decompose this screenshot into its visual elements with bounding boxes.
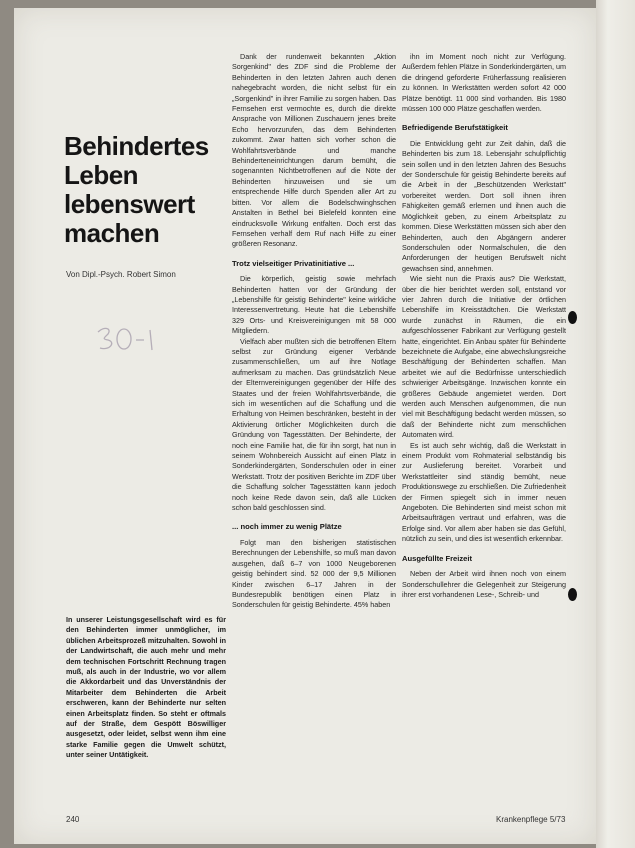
title-line: lebenswert — [64, 189, 195, 219]
paragraph: ihn im Moment noch nicht zur Verfügung. Außerdem fehlen Plätze in Sonderkindergärten, um die dringend geforderte Früherfassung realisieren zu können. In Werkstätten werden sofort 42 000 Plätze benötigt. 11 000 sind vorhanden. Bis 1980 müssen 100 000 Plätze geschaffen werden. — [402, 52, 566, 114]
paragraph: Dank der rundenweit bekannten „Aktion Sorgenkind" des ZDF sind die Probleme der Behinderten in den letzten Jahren auch denen nahegebracht worden, die nicht selbst für ein „Sorgenkind" in ihrer Familie zu sorgen haben. Das Fernsehen erst vermochte es, durch die direkte Ansprache von Millionen Zuschauern jenes breite Echo hervorzurufen, das dem Behinderten zukommt. Zwar hatten sich vorher schon die Wohlfahrtsverbände und manche Behinderteneinrichtungen darum bemüht, die sogenannten Nichtbetroffenen auf die Nöte der Behinderten hinzuweisen und sie um entsprechende Hilfe durch Spenden aller Art zu bitten. Vor allem die Bodelschwinghschen Anstalten in Bethel bei Bielefeld konnten eine eindrucksvolle Wirkung entfalten. Doch erst das Fernsehen verhalf dem Ruf nach Hilfe zu einer größeren Resonanz. — [232, 52, 396, 249]
paragraph: Die körperlich, geistig sowie mehrfach Behinderten hatten vor der Gründung der „Lebenshilfe für geistig Behinderte" keine wirkliche Interessenvertretung. Heute hat die Lebenshilfe 329 Orts- und Kreisvereinigungen mit 58 000 Mitgliedern. — [232, 274, 396, 336]
punch-hole — [568, 311, 577, 324]
paragraph: Wie sieht nun die Praxis aus? Die Werkstatt, über die hier berichtet werden soll, entstand vor vier Jahren durch die Initiative der örtlichen Lebenshilfe im Kreisstädtchen. Die Werkstatt wurde zunächst in Räumen, die ein aufgeschlossener Fabrikant zur Verfügung gestellt hatte, eingerichtet. Ein Anbau später für Behinderte bezeichnete die Aufgabe, eine abwechslungsreiche Beschäftigung der Behinderten schaffen. Man arbeitet wie auf die Bedürfnisse unterschiedlich schwieriger Arbeitsgänge. Inzwischen konnte ein größeres Gebäude angemietet werden. Dort werden auch Menschen aufgenommen, die nun viel mit Beschäftigung bedacht werden müssen, so daß der Behinderte nicht zum menschlichen Automaten wird. — [402, 274, 566, 440]
title-line: machen — [64, 218, 160, 248]
handwritten-note — [94, 324, 164, 354]
journal-reference: Krankenpflege 5/73 — [496, 815, 566, 824]
article-title — [64, 132, 234, 248]
section-heading: ... noch immer zu wenig Plätze — [232, 522, 342, 532]
section-heading: Befriedigende Berufstätigkeit — [402, 123, 508, 133]
section-heading: Trotz vielseitiger Privatinitiative ... — [232, 258, 355, 268]
punch-hole — [568, 588, 577, 601]
title-line: Leben — [64, 160, 139, 190]
paragraph: Es ist auch sehr wichtig, daß die Werkstatt in einem Produkt vom Rohmaterial selbständig bis zur Auslieferung bereitet. Vorarbeit und Werkstattleiter sind ständig bemüht, neue Produktionswege zu erschließen. Die Zufriedenheit der Firmen spiegelt sich in immer neuen Angeboten. Die Behinderten sind meist schon mit Arbeitsaufträgen vertraut und erfahren, was die Erfolge sind. Vor allem aber haben sie das Gefühl, nützlich zu sein, und dies ist wesentlich erkennbar. — [402, 440, 566, 544]
paragraph: Folgt man den bisherigen statistischen Berechnungen der Lebenshilfe, so muß man davon ausgehen, daß 6–7 von 1000 Neugeborenen geistig behindert sind. 52 000 der 9,5 Millionen Kinder zwischen 6–17 Jahren in der Bundesrepublik benötigen einen Platz in Sonderschulen für geistig Behinderte. 45% haben — [232, 537, 396, 610]
column-2 — [232, 52, 396, 611]
paragraph: Neben der Arbeit wird ihnen noch von einem Sonderschullehrer die Gelegenheit zur Steigerung ihrer erst vorhandenen Lese-, Schreib- und — [402, 569, 566, 599]
paragraph: Vielfach aber mußten sich die betroffenen Eltern selbst zur Gründung eigener Verbände zusammenschließen, um auf ihre Notlage aufmerksam zu machen. Das gründsätzlich Neue der Elternvereinigungen gegenüber der Hilfe des Staates und der freien Wohlfahrtsverbände, die sich im wesentlichen auf die Schaffung und die Erhaltung von Heimen beschränken, besteht in der Aktivierung örtlicher Möglichkeiten durch die Gründung von Tagesstätten. Der Behinderte, der noch eine Familie hat, die für ihn sorgt, hat nun in seinem Wohnbereich Aussicht auf einen Platz in Sonderkindergärten, Sonderschulen oder in einer Werkstatt. Trotz der positiven Berichte im ZDF über die Schaffung solcher Tagesstätten kann jedoch noch keine Rede davon sein, daß alle Lücken schon bald geschlossen sind. — [232, 336, 396, 513]
intro-text: In unserer Leistungsgesellschaft wird es für den Behinderten immer unmöglicher, im üblichen Arbeitsprozeß mitzuhalten. Sowohl in der Landwirtschaft, die auch mehr und mehr dem technischen Fortschritt Rechnung tragen muß, als auch in der Industrie, wo vor allem die Akkordarbeit und das Unverständnis der Mitarbeiter dem Behinderten die Arbeit erschweren, kann der Behinderte nur selten einen Arbeitsplatz finden. So steht er oftmals auf der Straße, dem Gespött Böswilliger ausgesetzt, oder leidet, selbst wenn ihm eine starke Familie gegen die Umwelt schützt, unter seiner Untätigkeit. — [66, 615, 226, 760]
section-heading: Ausgefüllte Freizeit — [402, 553, 473, 563]
byline: Von Dipl.-Psych. Robert Simon — [66, 270, 176, 279]
title-line: Behindertes — [64, 131, 209, 161]
paragraph: Die Entwicklung geht zur Zeit dahin, daß die Behinderten bis zum 18. Lebensjahr schulpflichtig sein sollen und in den letzten Jahren des Besuchs der Sonderschule für geistig Behinderte bereits auf die Arbeit in der „Beschützenden Werkstatt" vorbereitet werden. Dort soll ihnen ihren Fähigkeiten gemäß erlernen und ihnen auch die Möglichkeit geben, zu einem Arbeitsplatz zu kommen. Diese Werkstätten müssen sich aber den Behinderten, auch den Abgängern anderer Sonderschulen oder Normalschulen, die den Anforderungen der heutigen Berufswelt nicht gewachsen sind, annehmen. — [402, 138, 566, 273]
column-3 — [402, 52, 566, 600]
page-number: 240 — [66, 815, 80, 824]
next-page-edge — [596, 0, 635, 848]
magazine-page — [14, 8, 596, 844]
